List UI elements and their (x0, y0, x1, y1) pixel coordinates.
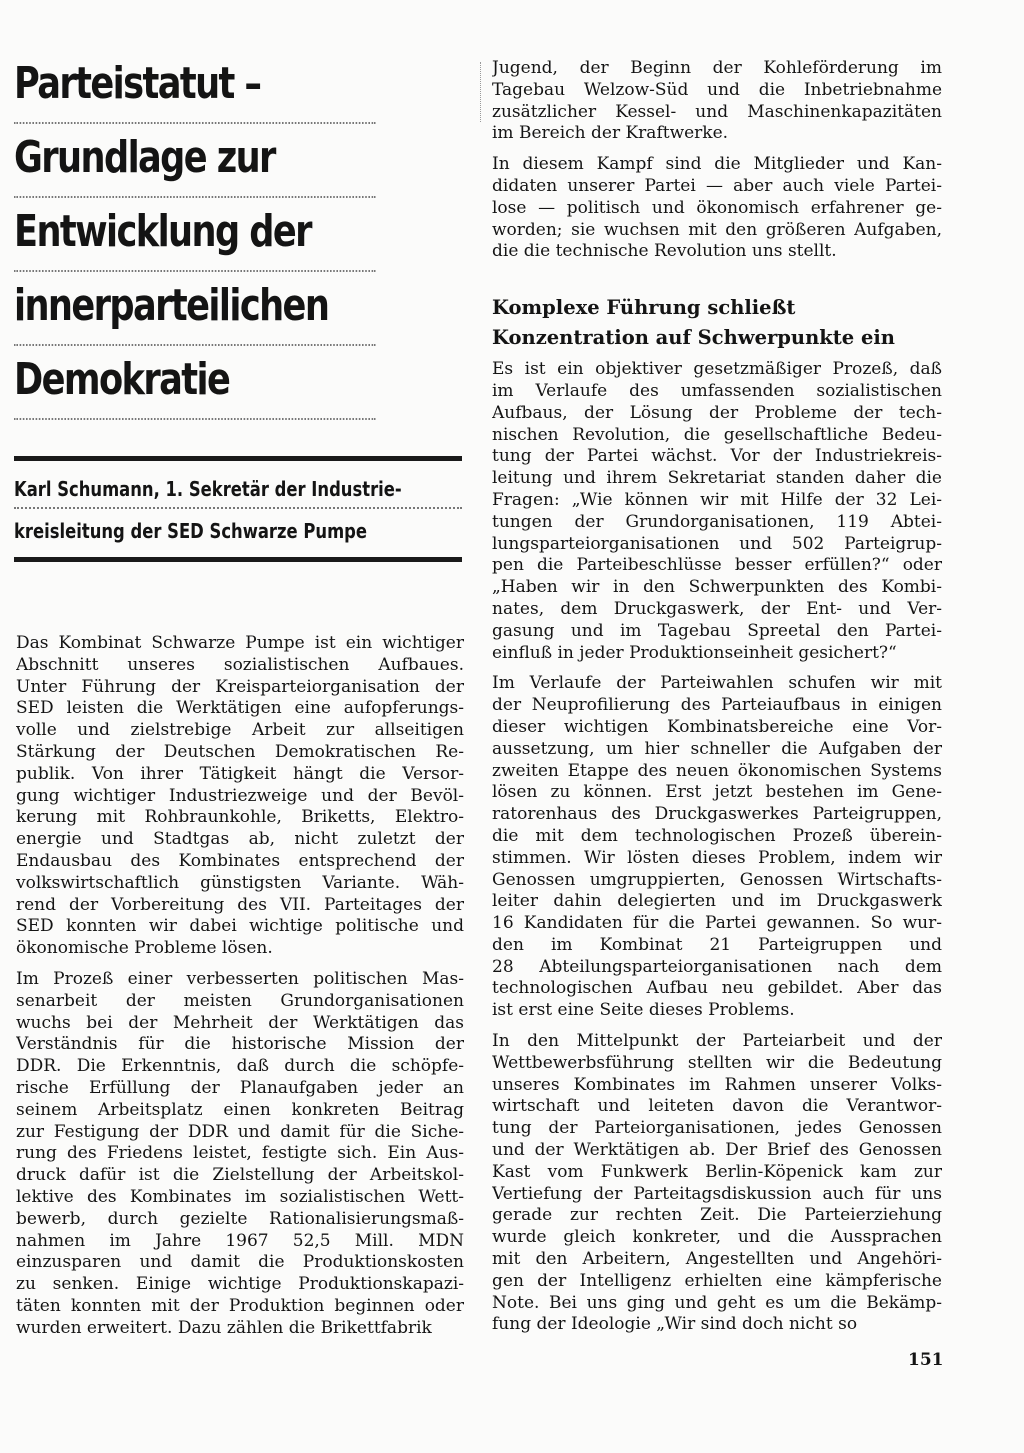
text-line: die mit dem technologischen Prozeß überein- (492, 825, 942, 846)
text-line: volkswirtschaftlich günstigsten Variante. Wäh- (16, 872, 464, 893)
headline-line: Parteistatut – (14, 58, 376, 124)
text-line: wurde gleich konkreter, und die Aussprachen (492, 1227, 942, 1248)
text-line: tung der Partei wächst. Vor der Industriekreis- (492, 446, 942, 467)
text-line: stimmen. Wir lösten dieses Problem, indem wir (492, 847, 942, 868)
text-line: senarbeit der meisten Grundorganisationen (16, 990, 464, 1011)
right-body-text-top (492, 58, 942, 263)
text-line: energie und Stadtgas ab, nicht zuletzt der (16, 829, 464, 850)
text-line: worden; sie wuchsen mit den größeren Aufgaben, (492, 219, 942, 240)
text-line: Genossen umgruppierten, Genossen Wirtschafts- (492, 869, 942, 890)
paragraph (492, 58, 942, 145)
text-line: einfluß in jeder Produktionseinheit gesichert?“ (492, 642, 897, 663)
text-line: leitung und ihrem Sekretariat standen daher die (492, 468, 942, 489)
byline-dotted-rule (14, 507, 462, 509)
byline-bottom-rule (14, 557, 462, 562)
byline-top-rule (14, 456, 462, 461)
text-line: Im Prozeß einer verbesserten politischen Mas- (16, 968, 464, 989)
text-line: unseres Kombinates im Rahmen unserer Volks- (492, 1074, 942, 1095)
paragraph (492, 359, 942, 664)
byline-line: kreisleitung der SED Schwarze Pumpe (14, 519, 368, 543)
page-number: 151 (908, 1350, 944, 1370)
text-line: zur Festigung der DDR und damit für die Siche- (16, 1121, 464, 1142)
paragraph (492, 1031, 942, 1336)
text-line: Aufbaus, der Lösung der Probleme der tech- (492, 402, 942, 423)
text-line: täten konnten mit der Produktion beginnen oder (16, 1295, 464, 1316)
text-line: seinem Arbeitsplatz einen konkreten Beitrag (16, 1099, 464, 1120)
paragraph (16, 633, 464, 960)
text-line: DDR. Die Erkenntnis, daß durch die schöpfe- (16, 1056, 464, 1077)
text-line: aussetzung, um hier schneller die Aufgaben der (492, 738, 942, 759)
text-line: Endausbau des Kombinates entsprechend der (16, 850, 464, 871)
text-line: kerung mit Rohbraunkohle, Briketts, Elektro- (16, 807, 464, 828)
headline-line: Demokratie (14, 354, 376, 420)
text-line: gung wichtiger Industriezweige und der Bevöl- (16, 785, 464, 806)
text-line: „Haben wir in den Schwerpunkten des Kombi- (492, 577, 942, 598)
text-line: didaten unserer Partei — aber auch viele Partei- (492, 175, 942, 196)
text-line: mit den Arbeitern, Angestellten und Angehöri- (492, 1249, 942, 1270)
text-line: Stärkung der Deutschen Demokratischen Re- (16, 741, 464, 762)
text-line: ratorenhaus des Druckgaswerkes Parteigruppen, (492, 804, 942, 825)
text-line: publik. Von ihrer Tätigkeit hängt die Versor- (16, 763, 464, 784)
text-line: ist erst eine Seite dieses Problems. (492, 1000, 795, 1021)
column-divider (480, 62, 482, 122)
headline-line: innerparteilichen (14, 280, 376, 346)
text-line: fung der Ideologie „Wir sind doch nicht so (492, 1314, 858, 1335)
text-line: Abschnitt unseres sozialistischen Aufbaues. (16, 654, 464, 675)
text-line: SED konnten wir dabei wichtige politische und (16, 916, 464, 937)
text-line: ökonomische Probleme lösen. (16, 938, 273, 959)
text-line: nahmen im Jahre 1967 52,5 Mill. MDN (16, 1230, 464, 1251)
text-line: wirtschaft und leiteten davon die Verantwor- (492, 1096, 942, 1117)
text-line: die die technische Revolution uns stellt. (492, 241, 837, 262)
subheading-line: Komplexe Führung schließt (492, 296, 796, 320)
article-headline (14, 58, 466, 420)
right-body-text-bottom (492, 359, 942, 1336)
right-column (492, 58, 942, 1345)
text-line: 28 Abteilungsparteiorganisationen nach dem (492, 956, 942, 977)
text-line: rung des Friedens leistet, festigte sich. Ein Aus- (16, 1143, 464, 1164)
subheading-line: Konzentration auf Schwerpunkte ein (492, 326, 895, 350)
text-line: Verständnis für die historische Mission der (16, 1034, 464, 1055)
byline-line: Karl Schumann, 1. Sekretär der Industrie- (14, 477, 402, 501)
text-line: gerade zur rechten Zeit. Die Parteierziehung (492, 1205, 942, 1226)
headline-line: Grundlage zur (14, 132, 376, 198)
text-line: Jugend, der Beginn der Kohleförderung im (492, 58, 942, 78)
text-line: 16 Kandidaten für die Partei gewannen. So wur- (492, 913, 942, 934)
text-line: lösen zu können. Erst jetzt bestehen im Gene- (492, 782, 942, 803)
text-line: Es ist ein objektiver gesetzmäßiger Prozeß, daß (492, 359, 942, 380)
author-byline (14, 456, 462, 562)
text-line: druck dafür ist die Zielstellung der Arbeitskol- (16, 1165, 464, 1186)
text-line: lose — politisch und ökonomisch erfahrener ge- (492, 197, 942, 218)
text-line: zu senken. Einige wichtige Produktionskapazi- (16, 1274, 464, 1295)
text-line: und der Werktätigen ab. Der Brief des Genossen (492, 1140, 942, 1161)
text-line: wurden erweitert. Dazu zählen die Brikettfabrik (16, 1317, 432, 1338)
text-line: tung der Parteiorganisationen, jedes Genossen (492, 1118, 942, 1139)
paragraph (492, 154, 942, 263)
text-line: Note. Bei uns ging und geht es um die Bekämp- (492, 1292, 942, 1313)
section-subheading (492, 293, 942, 353)
text-line: In den Mittelpunkt der Parteiarbeit und der (492, 1031, 942, 1052)
text-line: nischen Revolution, die gesellschaftliche Bedeu- (492, 424, 942, 445)
text-line: Tagebau Welzow-Süd und die Inbetriebnahme (492, 79, 942, 100)
text-line: den im Kombinat 21 Parteigruppen und (492, 934, 942, 955)
text-line: Unter Führung der Kreisparteiorganisation der (16, 676, 464, 697)
text-line: leiter dahin delegierten und im Druckgaswerk (492, 891, 942, 912)
text-line: gen der Intelligenz erhielten eine kämpferische (492, 1270, 942, 1291)
text-line: der Neuprofilierung des Parteiaufbaus in einigen (492, 695, 942, 716)
text-line: SED leisten die Werktätigen eine aufopferungs- (16, 698, 464, 719)
text-line: pen die Parteibeschlüsse besser erfüllen?“ oder (492, 555, 942, 576)
text-line: lektive des Kombinates im sozialistischen Wett- (16, 1186, 464, 1207)
text-line: nates, dem Druckgaswerk, der Ent- und Ver- (492, 598, 942, 619)
text-line: lungsparteiorganisationen und 502 Parteigrup- (492, 533, 942, 554)
text-line: zusätzlicher Kessel- und Maschinenkapazitäten (492, 101, 942, 122)
text-line: Kast vom Funkwerk Berlin-Köpenick kam zur (492, 1161, 942, 1182)
text-line: Das Kombinat Schwarze Pumpe ist ein wichtiger (16, 633, 464, 653)
paragraph (492, 673, 942, 1022)
paragraph (16, 969, 464, 1340)
text-line: gasung und im Tagebau Spreetal den Partei- (492, 620, 942, 641)
text-line: In diesem Kampf sind die Mitglieder und Kan- (492, 154, 942, 175)
left-column (14, 58, 466, 562)
text-line: rische Erfüllung der Planaufgaben jeder an (16, 1077, 464, 1098)
text-line: wuchs bei der Mehrheit der Werktätigen das (16, 1012, 464, 1033)
text-line: Wettbewerbsführung stellten wir die Bedeutung (492, 1052, 942, 1073)
text-line: Fragen: „Wie können wir mit Hilfe der 32 Lei- (492, 489, 942, 510)
text-line: zweiten Etappe des neuen ökonomischen Systems (492, 760, 942, 781)
headline-line: Entwicklung der (14, 206, 376, 272)
text-line: tungen der Grundorganisationen, 119 Abtei- (492, 511, 942, 532)
left-body-text (16, 633, 464, 1349)
text-line: technologischen Aufbau neu gebildet. Aber das (492, 978, 942, 999)
text-line: im Verlaufe des umfassenden sozialistischen (492, 380, 942, 401)
text-line: volle und zielstrebige Arbeit zur allseitigen (16, 720, 464, 741)
text-line: Im Verlaufe der Parteiwahlen schufen wir mit (492, 673, 942, 694)
text-line: bewerb, durch gezielte Rationalisierungsmaß- (16, 1208, 464, 1229)
text-line: dieser wichtigen Kombinatsbereiche eine Vor- (492, 716, 942, 737)
text-line: Vertiefung der Parteitagsdiskussion auch für uns (492, 1183, 942, 1204)
text-line: im Bereich der Kraftwerke. (492, 123, 729, 144)
text-line: rend der Vorbereitung des VII. Parteitages der (16, 894, 464, 915)
text-line: einzusparen und damit die Produktionskosten (16, 1252, 464, 1273)
